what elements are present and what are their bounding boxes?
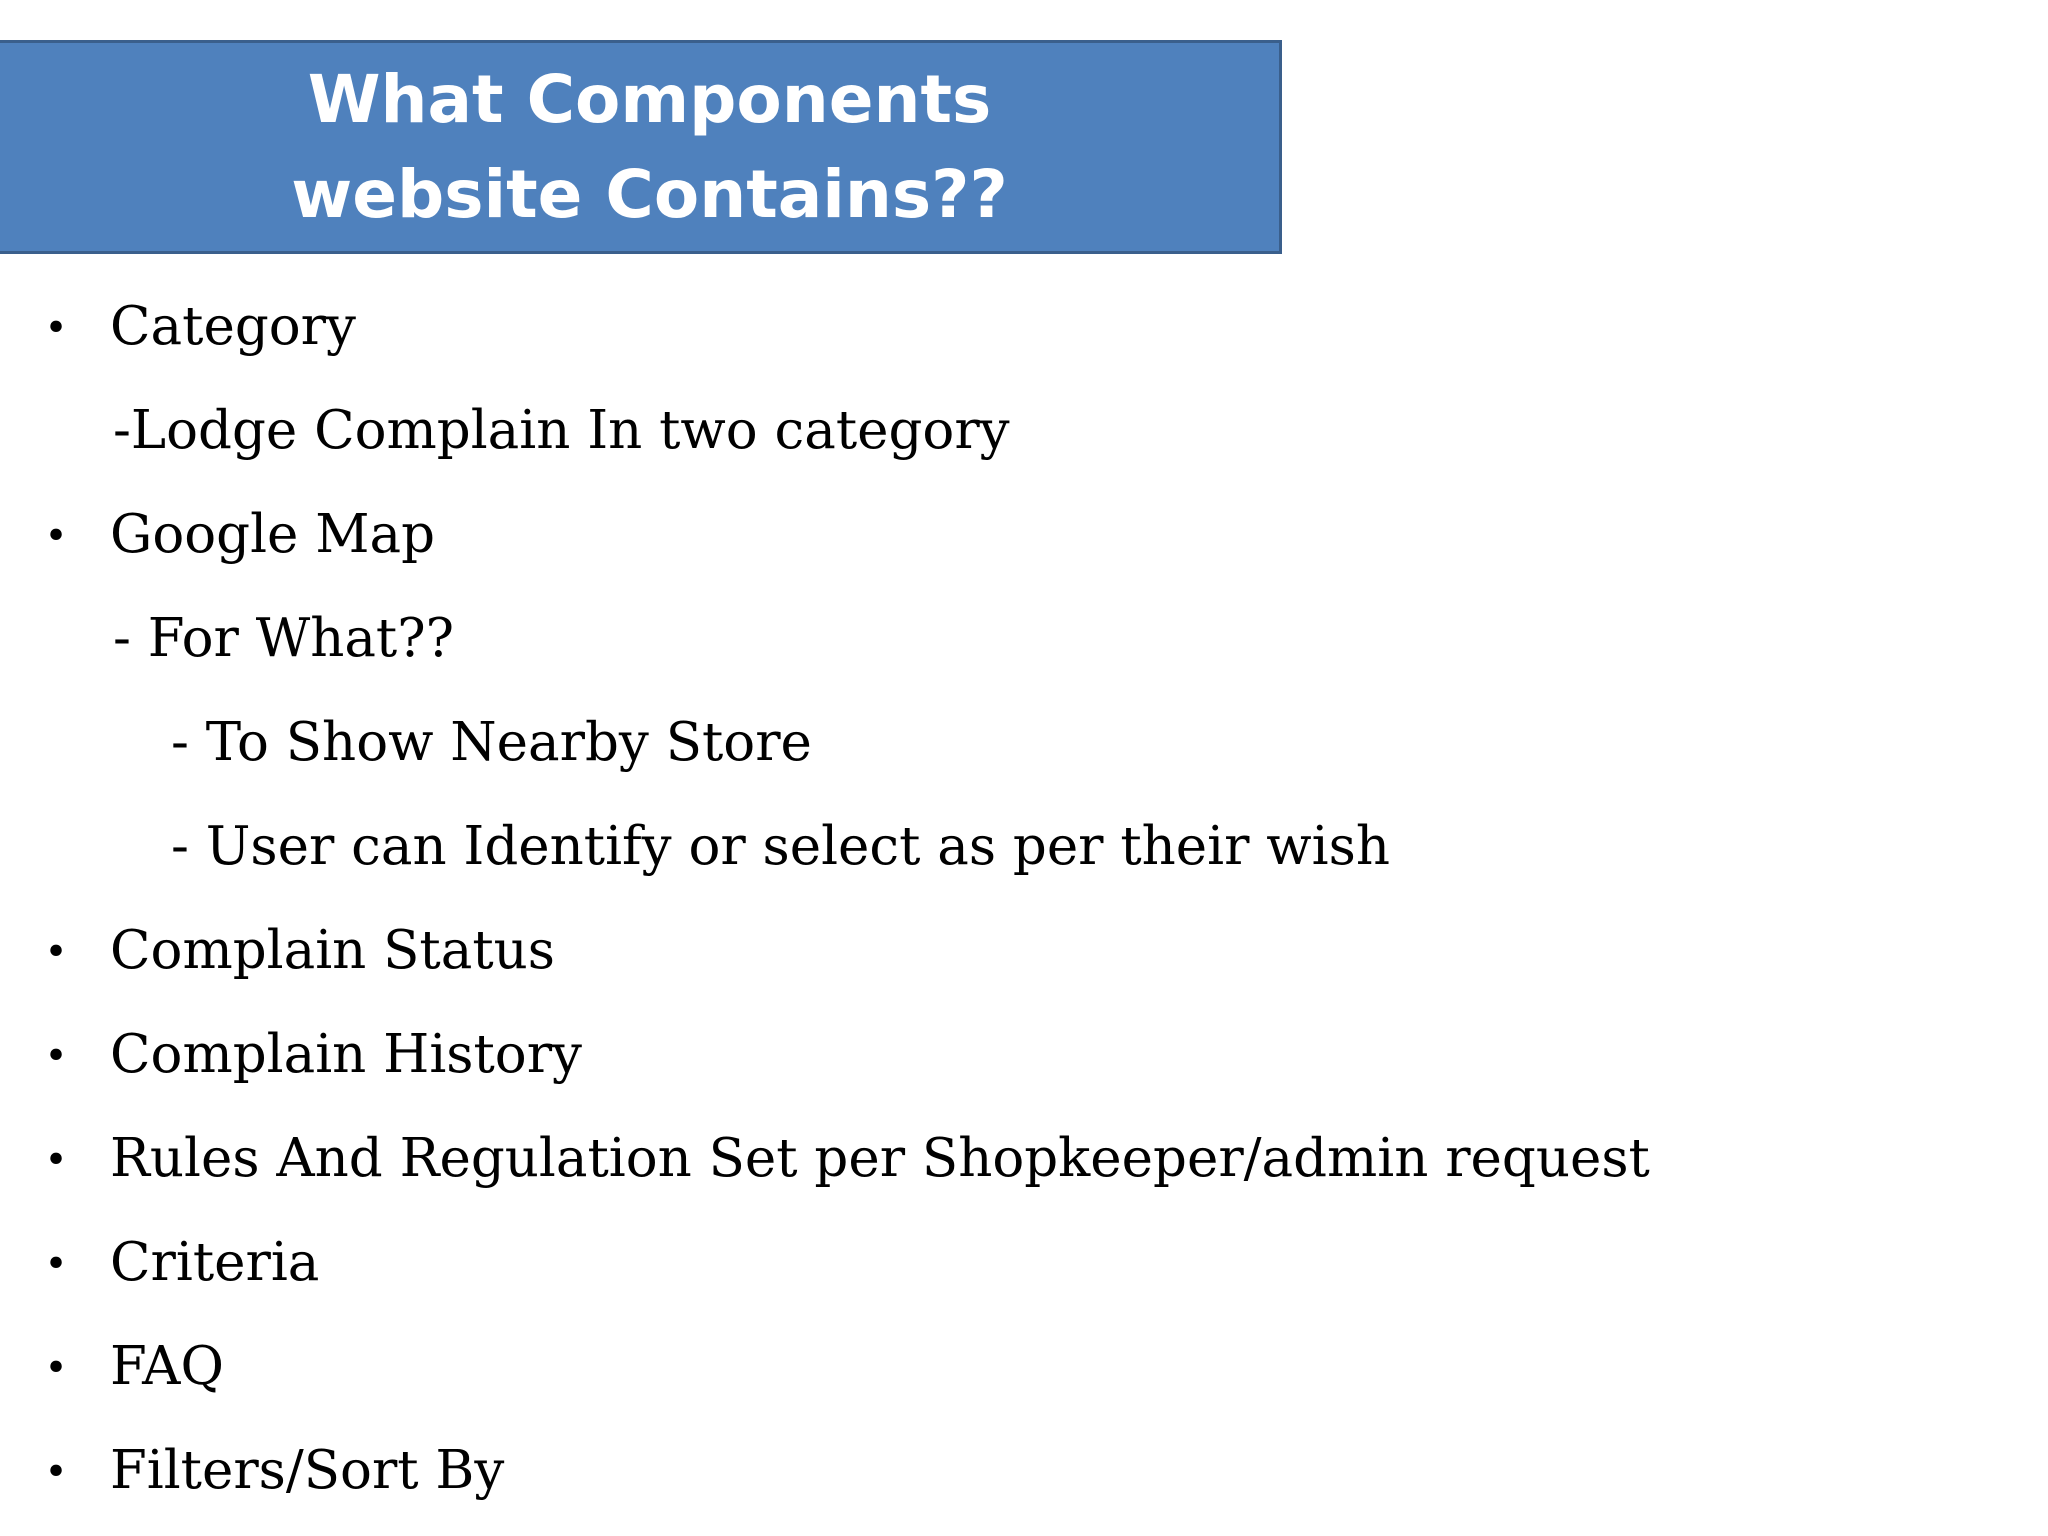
- bullet-icon: •: [47, 1028, 65, 1081]
- list-item-text: Complain Status: [110, 920, 555, 981]
- bullet-icon: •: [47, 1236, 65, 1289]
- list-item-text: Criteria: [110, 1232, 320, 1293]
- list-item-text: Category: [110, 296, 356, 357]
- bullet-icon: •: [47, 1132, 65, 1185]
- slide-title: What Components website Contains??: [291, 61, 1008, 233]
- list-item-text: FAQ: [110, 1336, 224, 1397]
- list-item-text: -Lodge Complain In two category: [113, 400, 1010, 461]
- list-item-text: Complain History: [110, 1024, 582, 1085]
- list-item-text: Filters/Sort By: [110, 1440, 505, 1501]
- list-item-text: Rules And Regulation Set per Shopkeeper/admin request: [110, 1128, 1650, 1189]
- list-item-text: - To Show Nearby Store: [171, 712, 812, 773]
- list-item-text: - For What??: [113, 608, 455, 669]
- bullet-icon: •: [47, 1340, 65, 1393]
- bullet-icon: •: [47, 300, 65, 353]
- list-item-text: Google Map: [110, 504, 436, 565]
- slide-title-box: [0, 40, 1282, 254]
- list-item-text: - User can Identify or select as per their wish: [171, 816, 1390, 877]
- bullet-icon: •: [47, 508, 65, 561]
- bullet-icon: •: [47, 924, 65, 977]
- bullet-icon: •: [47, 1444, 65, 1497]
